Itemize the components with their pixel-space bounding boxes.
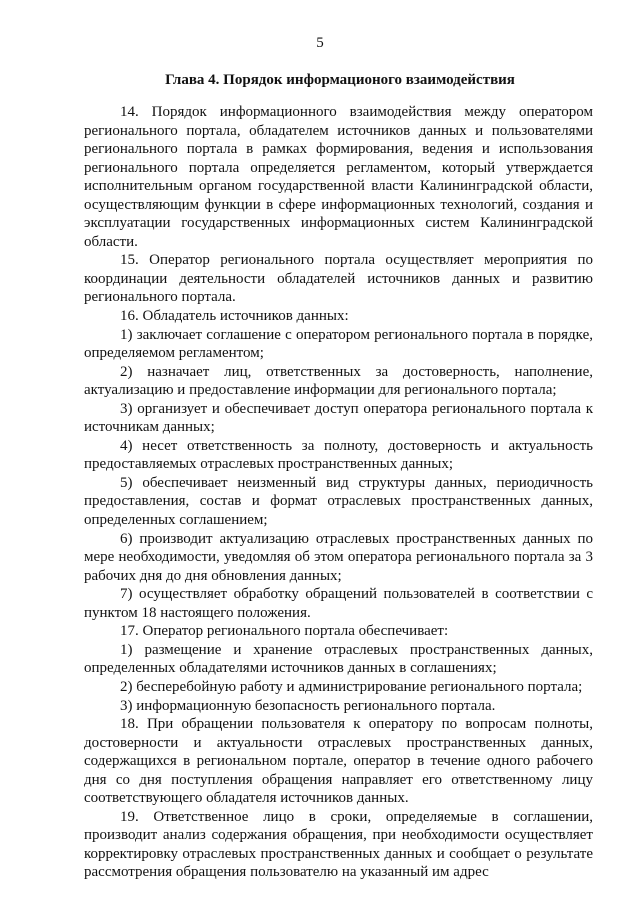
paragraph-18: 18. При обращении пользователя к оператору по вопросам полноты, достоверности и актуальности отраслевых пространственных данных, содержащихся в региональном портале, оператор в течение одного рабочего дня со дня поступления обращения направляет его ответственному лицу соответствующего обладателя источников данных.: [84, 716, 593, 807]
paragraph-17-item-2: 2) бесперебойную работу и администрирование регионального портала;: [120, 678, 583, 695]
page-number: 5: [316, 35, 324, 51]
paragraph-14: 14. Порядок информационного взаимодействия между оператором регионального портала, обладателем источников данных и пользователями регионального портала в рамках формирования, ведения и использования регионального портала определяется регламентом, который утверждается исполнительным органом государственной власти Калининградской области, осуществляющим функции в сфере информационных технологий, создания и эксплуатации государственных информационных систем Калининградской области.: [84, 104, 593, 250]
paragraph-17: 17. Оператор регионального портала обеспечивает:: [120, 623, 449, 640]
paragraph-15: 15. Оператор регионального портала осуществляет мероприятия по координации деятельности обладателей источников данных и развитию регионального портала.: [84, 252, 593, 306]
paragraph-16-item-5: 5) обеспечивает неизменный вид структуры данных, периодичность предоставления, состав и формат отраслевых пространственных данных, определенных соглашением;: [84, 474, 593, 529]
paragraph-17-item-3: 3) информационную безопасность регионального портала.: [120, 697, 496, 714]
paragraph-19: 19. Ответственное лицо в сроки, определяемые в соглашении, производит анализ содержания обращения, при необходимости осуществляет корректировку отраслевых пространственных данных и сообщает о результате рассмотрения обращения пользователю на указанный им адрес: [84, 808, 593, 881]
document-body: [84, 103, 593, 882]
paragraph-17-item-1: 1) размещение и хранение отраслевых пространственных данных, определенных обладателями источников данных в соглашениях;: [84, 641, 593, 677]
paragraph-16-item-1: 1) заключает соглашение с оператором регионального портала в порядке, определяемом регламентом;: [84, 326, 593, 362]
paragraph-16-item-6: 6) производит актуализацию отраслевых пространственных данных по мере необходимости, уведомляя об этом оператора регионального портала за 3 рабочих дня до дня обновления данных;: [84, 530, 593, 584]
paragraph-16-item-7: 7) осуществляет обработку обращений пользователей в соответствии с пунктом 18 настоящего положения.: [84, 586, 593, 621]
paragraph-16-item-4: 4) несет ответственность за полноту, достоверность и актуальность предоставляемых отраслевых пространственных данных;: [84, 437, 593, 473]
paragraph-16: 16. Обладатель источников данных:: [120, 308, 349, 325]
paragraph-16-item-3: 3) организует и обеспечивает доступ оператора регионального портала к источникам данных;: [84, 400, 593, 436]
paragraph-16-item-2: 2) назначает лиц, ответственных за достоверность, наполнение, актуализацию и предоставление информации для регионального портала;: [84, 363, 593, 399]
chapter-title: Глава 4. Порядок информационого взаимодействия: [165, 72, 515, 88]
